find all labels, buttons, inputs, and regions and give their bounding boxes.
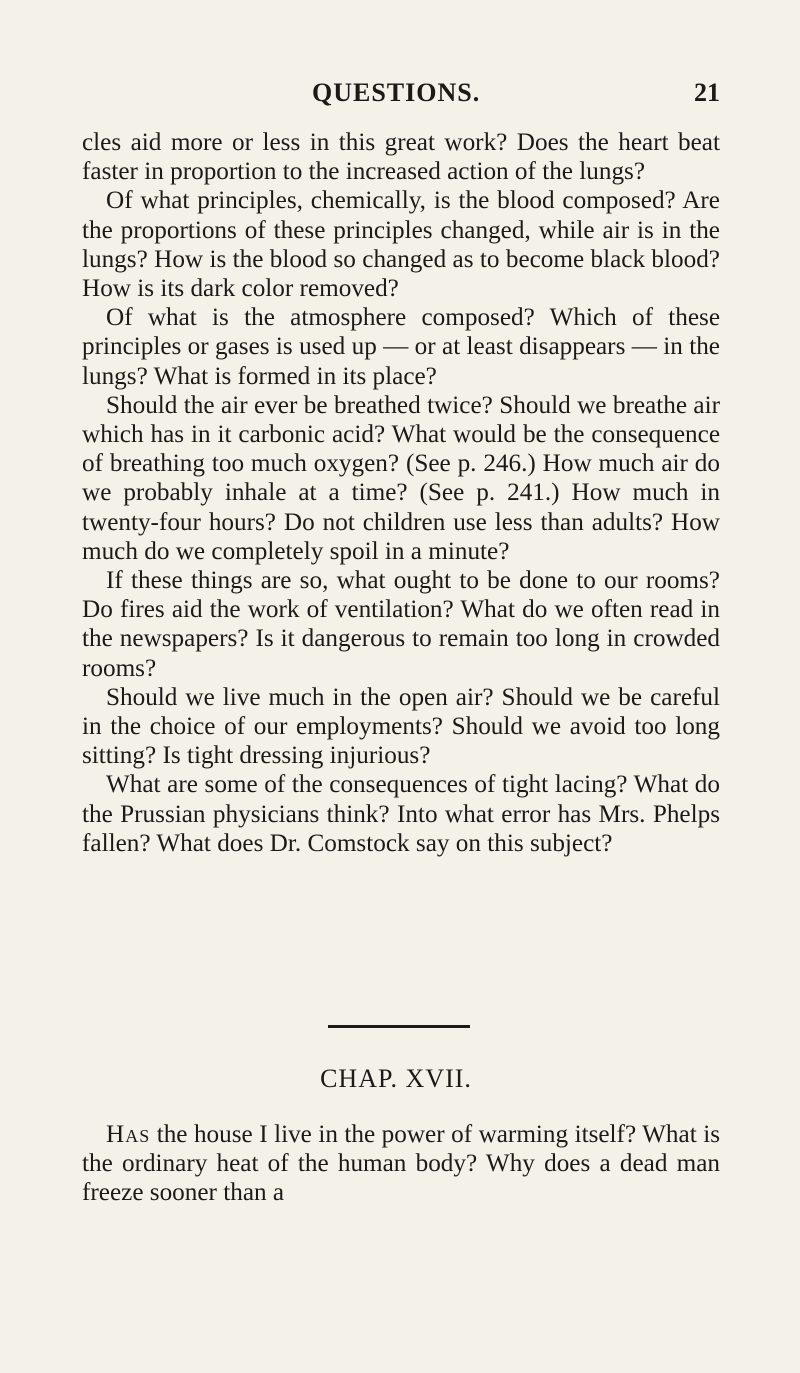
chapter-paragraph-text: the house I live in the power of warming itself? What is the ordinary heat of the human body? Why does a dead man freeze sooner than a bbox=[82, 1121, 720, 1207]
chapter-first-word: Has bbox=[106, 1121, 151, 1148]
section-divider bbox=[328, 1025, 470, 1028]
paragraph-atmosphere: Of what is the atmosphere composed? Which of these principles or gases is used up — or at least disappears — in the lungs? What is formed in its place? bbox=[82, 304, 720, 390]
paragraph-breathing: Should the air ever be breathed twice? Should we breathe air which has in it carbonic acid? What would be the consequence of breathing too much oxygen? (See p. 246.) How much air do we probably inhale at a time? (See p. 241.) How much in twenty-four hours? Do not children use less than adults? How much do we completely spoil in a minute? bbox=[82, 391, 720, 565]
paragraph-continuation: cles aid more or less in this great work? Does the heart beat faster in proportion to the increased action of the lungs? bbox=[82, 129, 720, 186]
paragraph-ventilation: If these things are so, what ought to be done to our rooms? Do fires aid the work of ventilation? What do we often read in the newspapers? Is it dangerous to remain too long in crowded rooms? bbox=[82, 567, 720, 682]
paragraph-open-air: Should we live much in the open air? Should we be careful in the choice of our employments? Should we avoid too long sitting? Is tight dressing injurious? bbox=[82, 683, 720, 770]
chapter-heading: CHAP. XVII. bbox=[320, 1064, 472, 1093]
page-header bbox=[80, 78, 720, 118]
page-number: 21 bbox=[694, 78, 720, 107]
running-head: QUESTIONS. bbox=[312, 78, 481, 107]
chapter-first-paragraph bbox=[82, 1120, 720, 1208]
paragraph-tight-lacing: What are some of the consequences of tight lacing? What do the Prussian physicians think? Into what error has Mrs. Phelps fallen? What does Dr. Comstock say on this subject? bbox=[82, 771, 720, 857]
paragraph-blood-composition: Of what principles, chemically, is the blood composed? Are the proportions of these principles changed, while air is in the lungs? How is the blood so changed as to become black blood? How is its dark color removed? bbox=[82, 187, 720, 303]
questions-text bbox=[82, 128, 720, 858]
chapter-text bbox=[82, 1120, 720, 1208]
